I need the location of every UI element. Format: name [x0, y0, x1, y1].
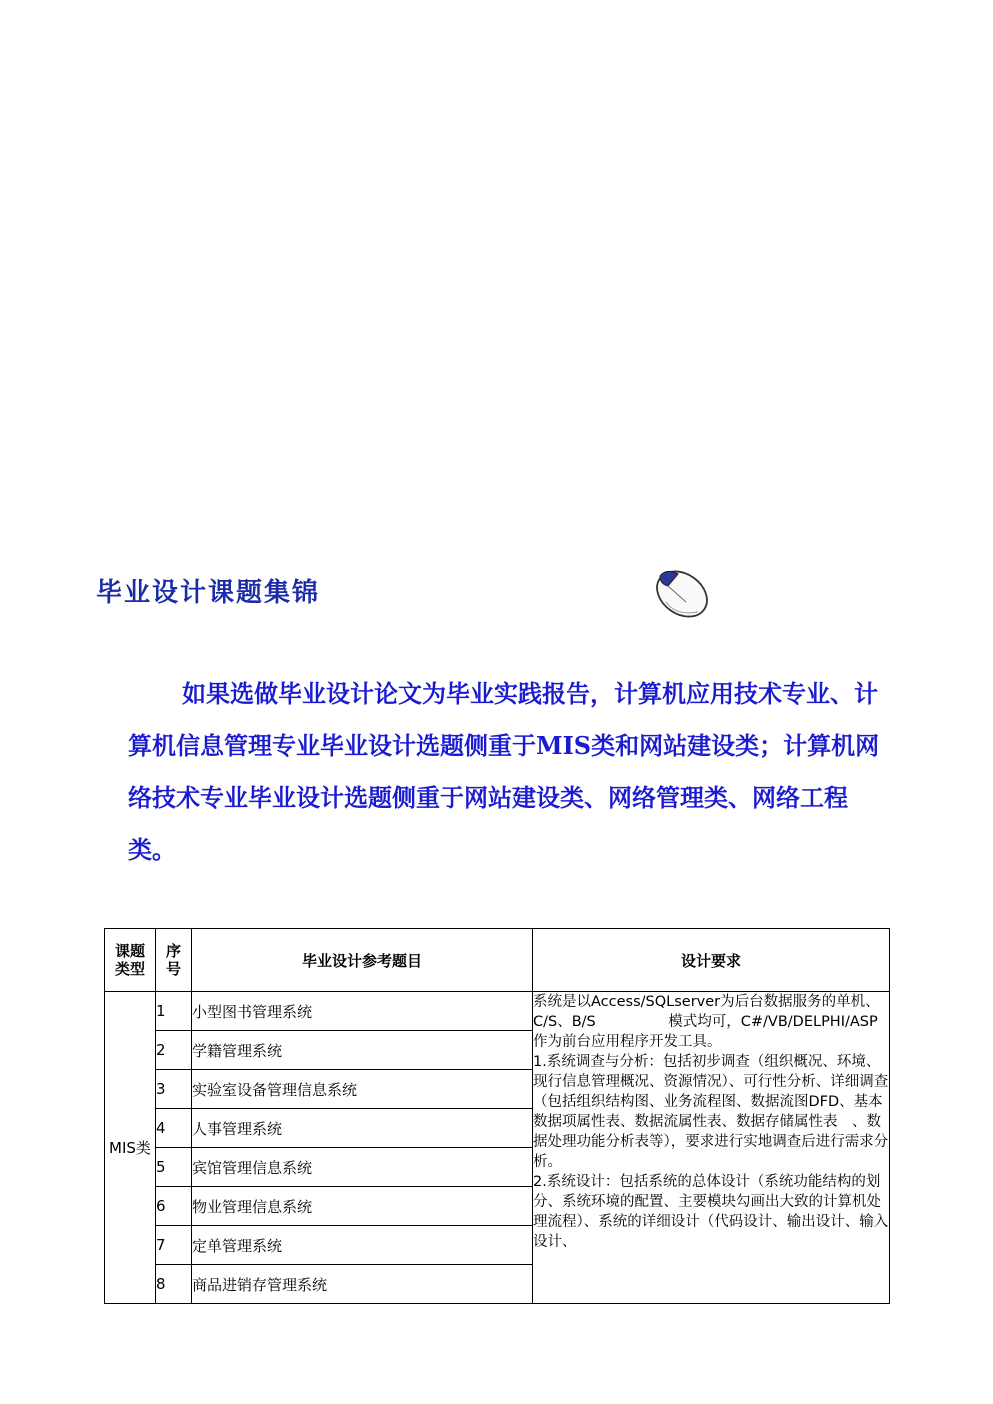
requirement-cell: [533, 992, 890, 1304]
topic-title: 物业管理信息系统: [192, 1187, 533, 1226]
table-row: [105, 992, 890, 1031]
row-number: 7: [156, 1226, 192, 1265]
topic-title: 宾馆管理信息系统: [192, 1148, 533, 1187]
topic-title: 小型图书管理系统: [192, 992, 533, 1031]
header-requirement: 设计要求: [533, 929, 890, 992]
requirement-text: 系统是以Access/SQLserver为后台数据服务的单机、C/S、B/S 模式均可，C#/VB/DELPHI/ASP作为前台应用程序开发工具。: [533, 994, 880, 1050]
topic-title: 商品进销存管理系统: [192, 1265, 533, 1304]
page-title: 毕业设计课题集锦: [96, 578, 321, 608]
row-number: 6: [156, 1187, 192, 1226]
header-topic: 毕业设计参考题目: [192, 929, 533, 992]
category-cell: MIS类: [105, 992, 156, 1304]
topic-table: [104, 928, 890, 1304]
row-number: 5: [156, 1148, 192, 1187]
topic-title: 定单管理系统: [192, 1226, 533, 1265]
table-header-row: [105, 929, 890, 992]
header-type: 课题 类型: [105, 929, 156, 992]
row-number: 2: [156, 1031, 192, 1070]
computer-mouse-icon: [646, 562, 712, 622]
requirement-text: 2.系统设计：包括系统的总体设计（系统功能结构的划分、系统环境的配置、主要模块勾画出大致的计算机处理流程）、系统的详细设计（代码设计、输出设计、输入设计、: [533, 1174, 889, 1250]
intro-paragraph: 如果选做毕业设计论文为毕业实践报告，计算机应用技术专业、计算机信息管理专业毕业设计选题侧重于MIS类和网站建设类；计算机网络技术专业毕业设计选题侧重于网站建设类、网络管理类、网络工程类。: [128, 679, 880, 864]
header-number: 序 号: [156, 929, 192, 992]
row-number: 3: [156, 1070, 192, 1109]
topic-title: 实验室设备管理信息系统: [192, 1070, 533, 1109]
topic-title: 学籍管理系统: [192, 1031, 533, 1070]
row-number: 4: [156, 1109, 192, 1148]
topic-title: 人事管理系统: [192, 1109, 533, 1148]
row-number: 1: [156, 992, 192, 1031]
requirement-text: 1.系统调查与分析：包括初步调查（组织概况、环境、现行信息管理概况、资源情况）、可行性分析、详细调查（包括组织结构图、业务流程图、数据流图DFD、基本数据项属性表、数据流属性表、数据存储属性表 、数据处理功能分析表等），要求进行实地调查后进行需求分析。: [533, 1054, 889, 1170]
row-number: 8: [156, 1265, 192, 1304]
